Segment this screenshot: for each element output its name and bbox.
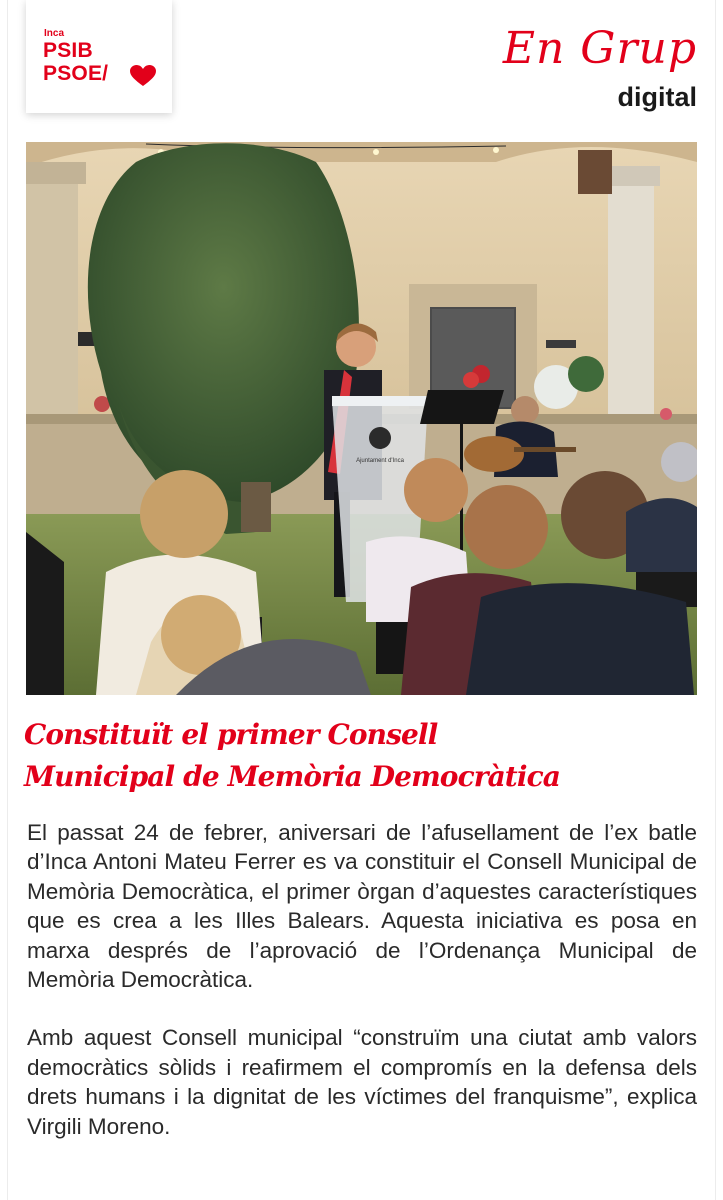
event-photo [26,142,697,695]
header-subtitle: digital [617,82,697,112]
logo-line-psib: PSIB [43,39,93,62]
heart-icon [130,65,156,87]
article-headline [24,714,704,798]
headline-line-2: Municipal de Memòria Democràtica [24,760,560,793]
logo-town: Inca [44,28,65,39]
article-body [27,818,697,1141]
header-title: En Grup [502,23,697,74]
article-paragraph-2: Amb aquest Consell municipal “construïm una ciutat amb valors democràtics sòlids i reafirmem el compromís en la defensa dels drets humans i la dignitat de les víctimes del franquisme”, explica Virgili Moreno. [27,1025,697,1139]
podium-sign-text: Ajuntament d'Inca [356,458,404,464]
party-logo [26,0,172,113]
headline-line-1: Constituït el primer Consell [24,718,438,751]
logo-line-psoe: PSOE/ [43,62,109,85]
article-paragraph-1: El passat 24 de febrer, aniversari de l’afusellament de l’ex batle d’Inca Antoni Mateu Ferrer es va constituir el Consell Municipal de Memòria Democràtica, el primer òrgan d’aquestes característiques que es crea a les Illes Balears. Aquesta iniciativa es posa en marxa després de l’aprovació de l’Ordenança Municipal de Memòria Democràtica. [27,820,697,993]
